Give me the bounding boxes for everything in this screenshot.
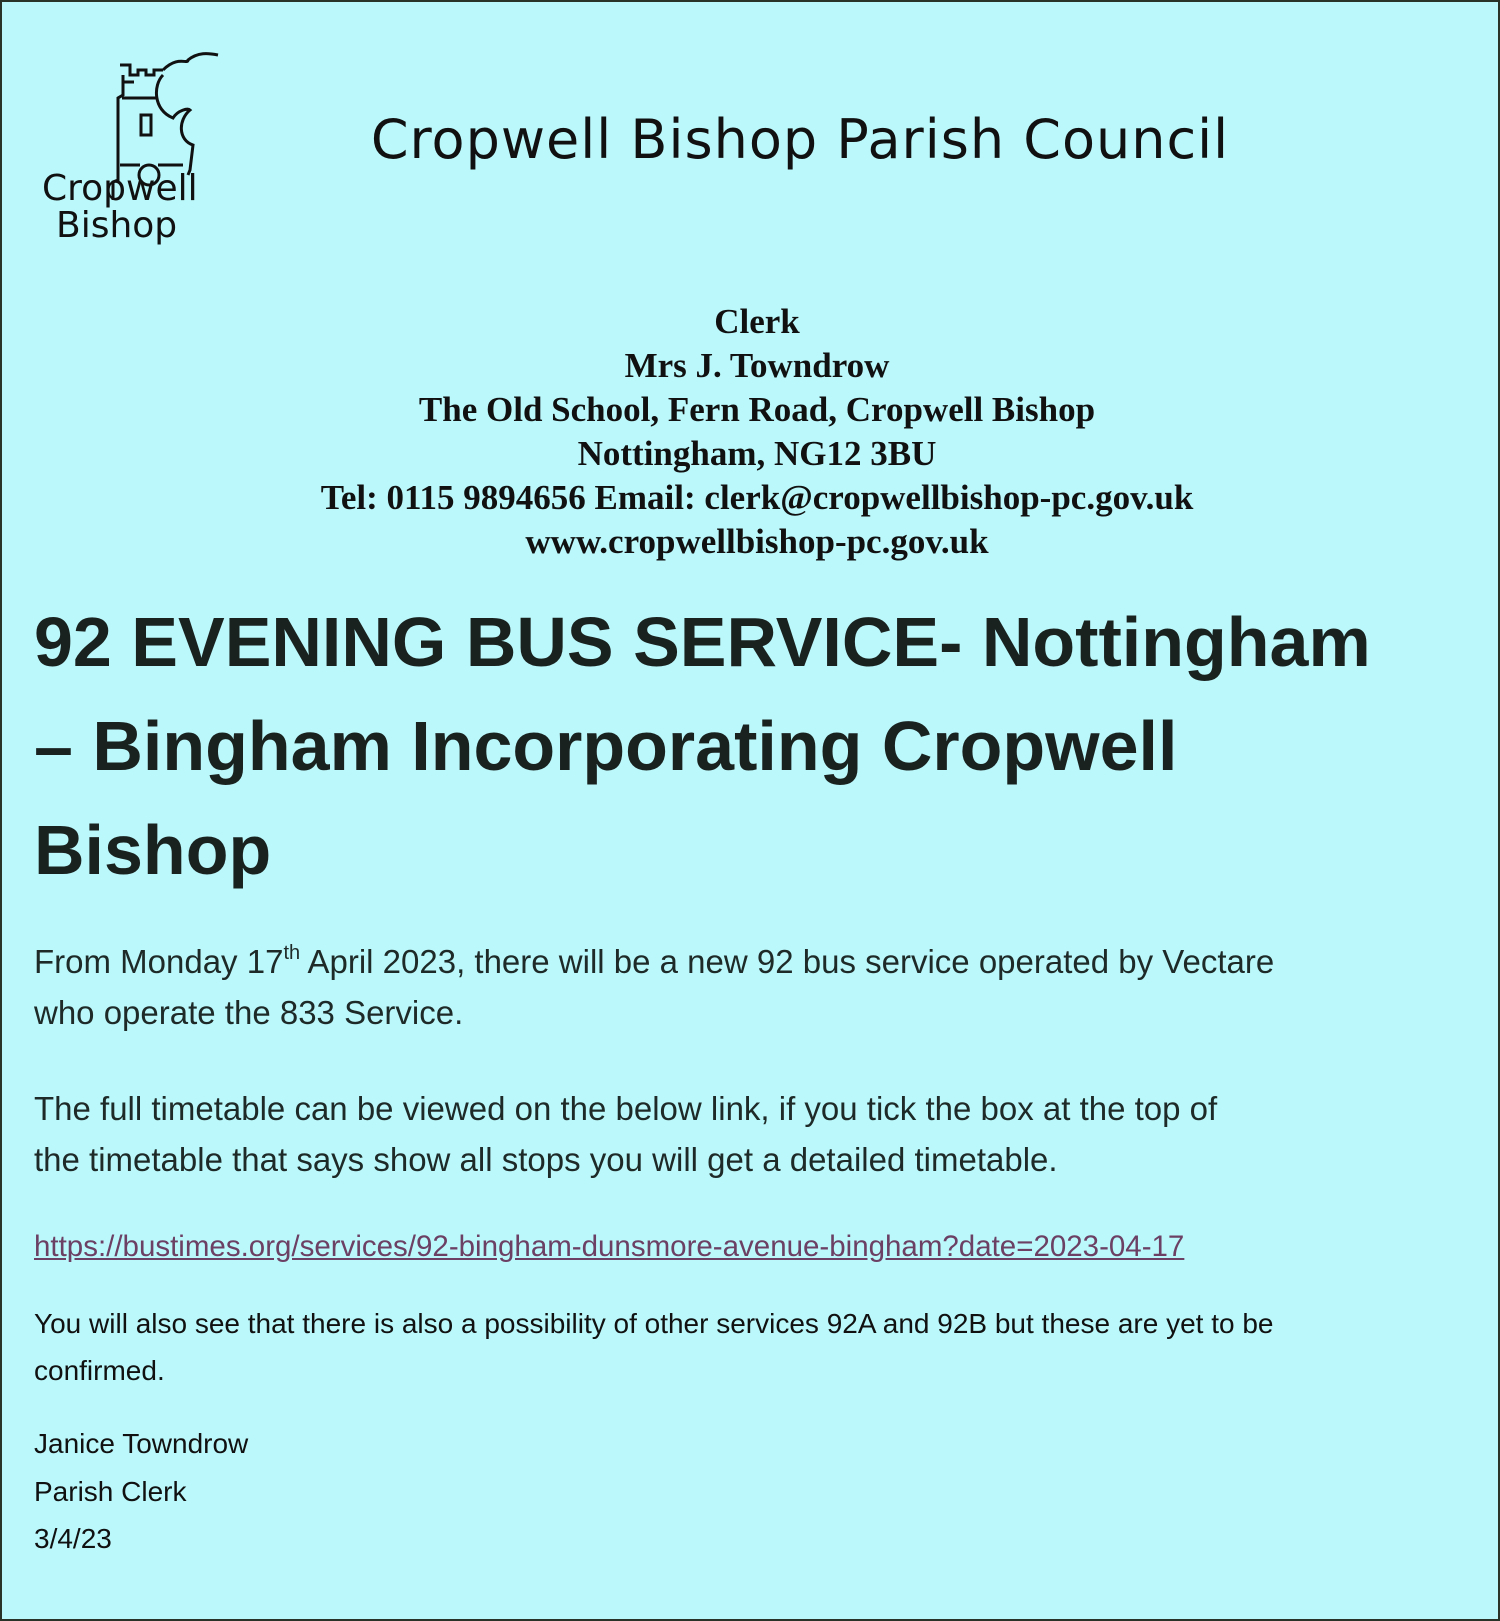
timetable-text-a: The full timetable can be viewed on the below link, if you tick the box at the top of bbox=[34, 1090, 1218, 1127]
logo-line-1: Cropwell bbox=[42, 168, 198, 209]
title-line-3: Bishop bbox=[34, 811, 272, 889]
other-services-text-b: confirmed. bbox=[34, 1355, 165, 1386]
clerk-town: Nottingham, NG12 3BU bbox=[577, 434, 937, 473]
title-line-2: – Bingham Incorporating Cropwell bbox=[34, 707, 1178, 785]
signature-block bbox=[34, 1420, 248, 1563]
signature-date: 3/4/23 bbox=[34, 1523, 112, 1554]
intro-text-c: who operate the 833 Service. bbox=[34, 994, 464, 1031]
intro-text-b: April 2023, there will be a new 92 bus service operated by Vectare bbox=[300, 943, 1275, 980]
clerk-contact: Tel: 0115 9894656 Email: clerk@cropwellbishop-pc.gov.uk bbox=[320, 478, 1194, 517]
clerk-name: Mrs J. Towndrow bbox=[624, 346, 890, 385]
logo-line-2: Bishop bbox=[56, 205, 178, 246]
logo-text bbox=[42, 170, 198, 244]
title-line-1: 92 EVENING BUS SERVICE- Nottingham bbox=[34, 603, 1371, 681]
council-name: Cropwell Bishop Parish Council bbox=[370, 108, 1230, 171]
intro-paragraph bbox=[34, 936, 1274, 1038]
clerk-role: Clerk bbox=[714, 302, 800, 341]
clerk-address-block bbox=[0, 300, 1500, 564]
intro-superscript: th bbox=[283, 942, 301, 964]
other-services-paragraph bbox=[34, 1300, 1273, 1394]
clerk-street: The Old School, Fern Road, Cropwell Bishop bbox=[418, 390, 1096, 429]
intro-text-a: From Monday 17 bbox=[34, 943, 284, 980]
timetable-text-b: the timetable that says show all stops you will get a detailed timetable. bbox=[34, 1141, 1058, 1178]
signature-title: Parish Clerk bbox=[34, 1475, 187, 1507]
timetable-link[interactable]: https://bustimes.org/services/92-bingham-dunsmore-avenue-bingham?date=2023-04-17 bbox=[34, 1230, 1185, 1263]
signature-name: Janice Towndrow bbox=[34, 1428, 249, 1459]
timetable-paragraph bbox=[34, 1083, 1217, 1185]
other-services-text-a: You will also see that there is also a possibility of other services 92A and 92B but these are yet to be bbox=[34, 1308, 1274, 1339]
page-title bbox=[34, 590, 1371, 902]
clerk-website: www.cropwellbishop-pc.gov.uk bbox=[525, 522, 989, 561]
